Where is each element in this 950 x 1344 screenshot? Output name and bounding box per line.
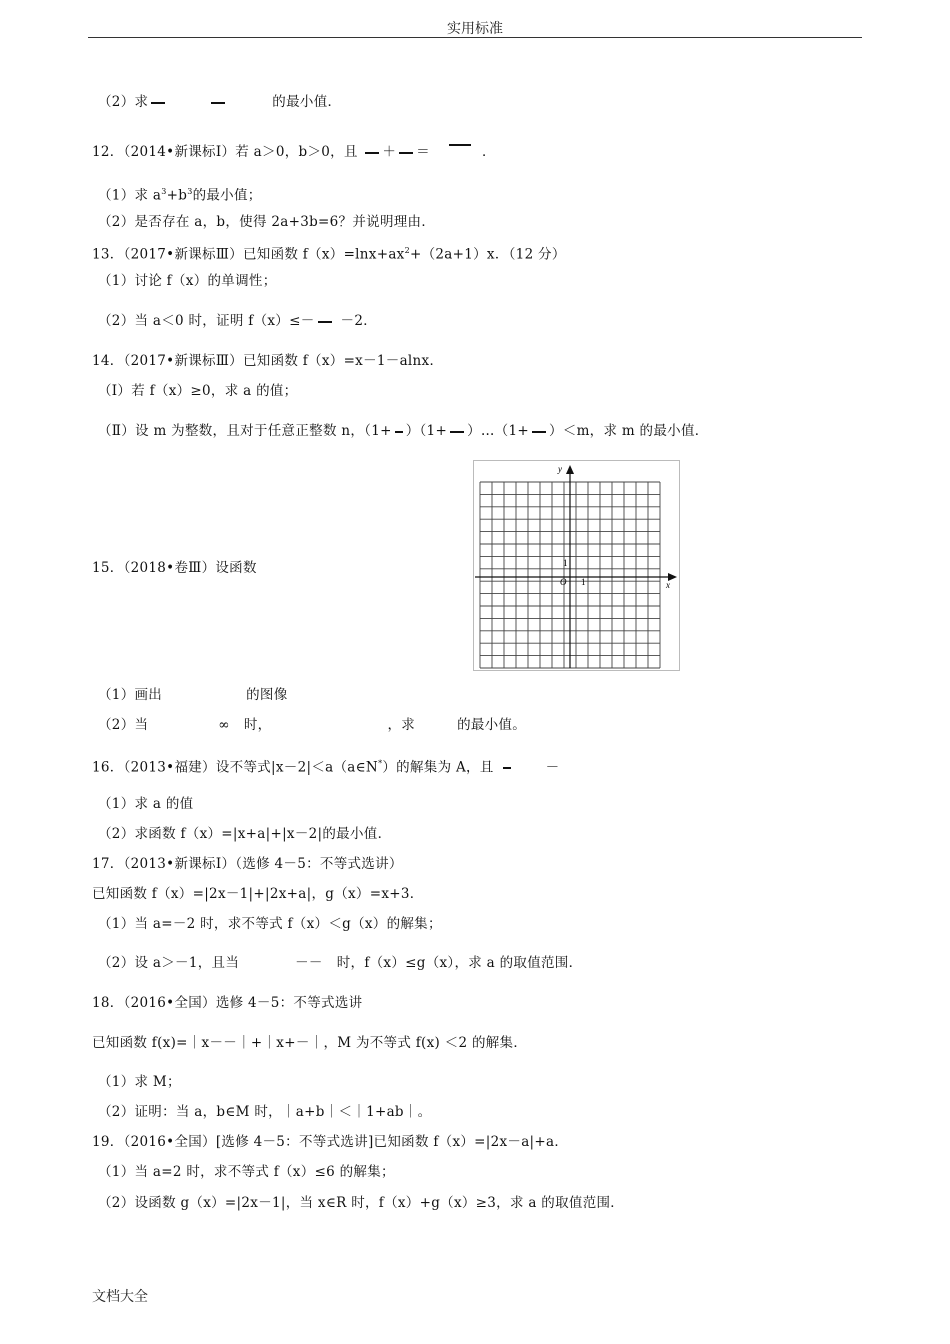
line-16-1: （1）求 a 的值 [98, 796, 194, 812]
x-unit-label: 1 [581, 577, 586, 587]
line-13-2: （2）当 a＜0 时，证明 f（x）≤－ －2． [98, 313, 378, 329]
line-17-1: （1）当 a=－2 时，求不等式 f（x）＜g（x）的解集； [98, 916, 442, 932]
x-axis-label: x [666, 580, 670, 590]
line-17-intro: 已知函数 f（x）=|2x－1|+|2x+a|，g（x）=x+3． [92, 886, 424, 902]
fraction-bar [151, 102, 165, 104]
fraction-bar [503, 767, 511, 769]
page-header-title: 实用标准 [447, 21, 503, 37]
problem-19: 19．（2016•全国）[选修 4－5：不等式选讲]已知函数 f（x）=|2x－a|+a． [92, 1134, 569, 1150]
line-18-2: （2）证明：当 a，b∈M 时，｜a+b｜＜｜1+ab｜。 [98, 1104, 432, 1120]
header-divider [88, 37, 862, 38]
problem-15: 15．（2018•卷Ⅲ）设函数 [92, 560, 257, 576]
fraction-bar [449, 144, 471, 146]
line-12-1: （1）求 $a^3+b^3$的最小值； [98, 187, 262, 204]
coordinate-grid [473, 460, 680, 671]
problem-16: 16．（2013•福建）设不等式|x－2|＜a（a∈N*）的解集为 A，且 － [92, 759, 560, 776]
problem-17: 17．（2013•新课标Ⅰ）（选修 4－5：不等式选讲） [92, 856, 403, 872]
fraction-bar [318, 321, 332, 323]
origin-label: O [560, 577, 567, 587]
line-18-1: （1）求 M； [98, 1074, 181, 1090]
y-unit-label: 1 [563, 558, 568, 568]
line-14-1: （Ⅰ）若 f（x）≥0，求 a 的值； [98, 383, 298, 399]
problem-12: 12．（2014•新课标Ⅰ）若 a＞0，b＞0，且 ＋ ＝ ． [92, 144, 496, 160]
line-19-2: （2）设函数 g（x）=|2x－1|，当 x∈R 时，f（x）+g（x）≥3，求 a 的取值范围． [98, 1195, 625, 1211]
line-17-2: （2）设 a＞－1，且当 －－ 时，f（x）≤g（x），求 a 的取值范围． [98, 955, 583, 971]
page-footer: 文档大全 [92, 1289, 148, 1305]
problem-13: 13．（2017•新课标Ⅲ）已知函数 $f(x)=\ln x+ax^2+(2a+1)x$．（12 分） [92, 246, 566, 263]
fraction-bar [211, 102, 225, 104]
fraction-bar [365, 152, 379, 154]
fraction-bar [395, 431, 403, 433]
line-12-2: （2）是否存在 a，b，使得 2a+3b=6？并说明理由． [98, 214, 436, 230]
line-16-2: （2）求函数 f（x）=|x+a|+|x－2|的最小值． [98, 826, 392, 842]
line-15-2: （2）当 ∞ 时， ，求 的最小值。 [98, 717, 527, 733]
line-1: （2）求 的最小值． [98, 94, 342, 110]
line-18-intro: 已知函数 f(x)=｜x－－｜+｜x+－｜，M 为不等式 f(x) ＜2 的解集． [92, 1035, 528, 1051]
fraction-bar [399, 152, 413, 154]
line-15-1: （1）画出 的图像 [98, 687, 288, 703]
line-14-2: （Ⅱ）设 m 为整数，且对于任意正整数 n，（1+ ）（1+ ）…（1+ ）＜m，求 m 的最小值． [98, 423, 709, 439]
line-13-1: （1）讨论 f（x）的单调性； [98, 273, 277, 289]
y-axis-label: y [558, 464, 562, 474]
fraction-bar [450, 431, 464, 433]
line-19-1: （1）当 a=2 时，求不等式 f（x）≤6 的解集； [98, 1164, 395, 1180]
fraction-bar [532, 431, 546, 433]
problem-14: 14．（2017•新课标Ⅲ）已知函数 f（x）=x－1－alnx． [92, 353, 444, 369]
problem-18: 18．（2016•全国）选修 4－5：不等式选讲 [92, 995, 363, 1011]
